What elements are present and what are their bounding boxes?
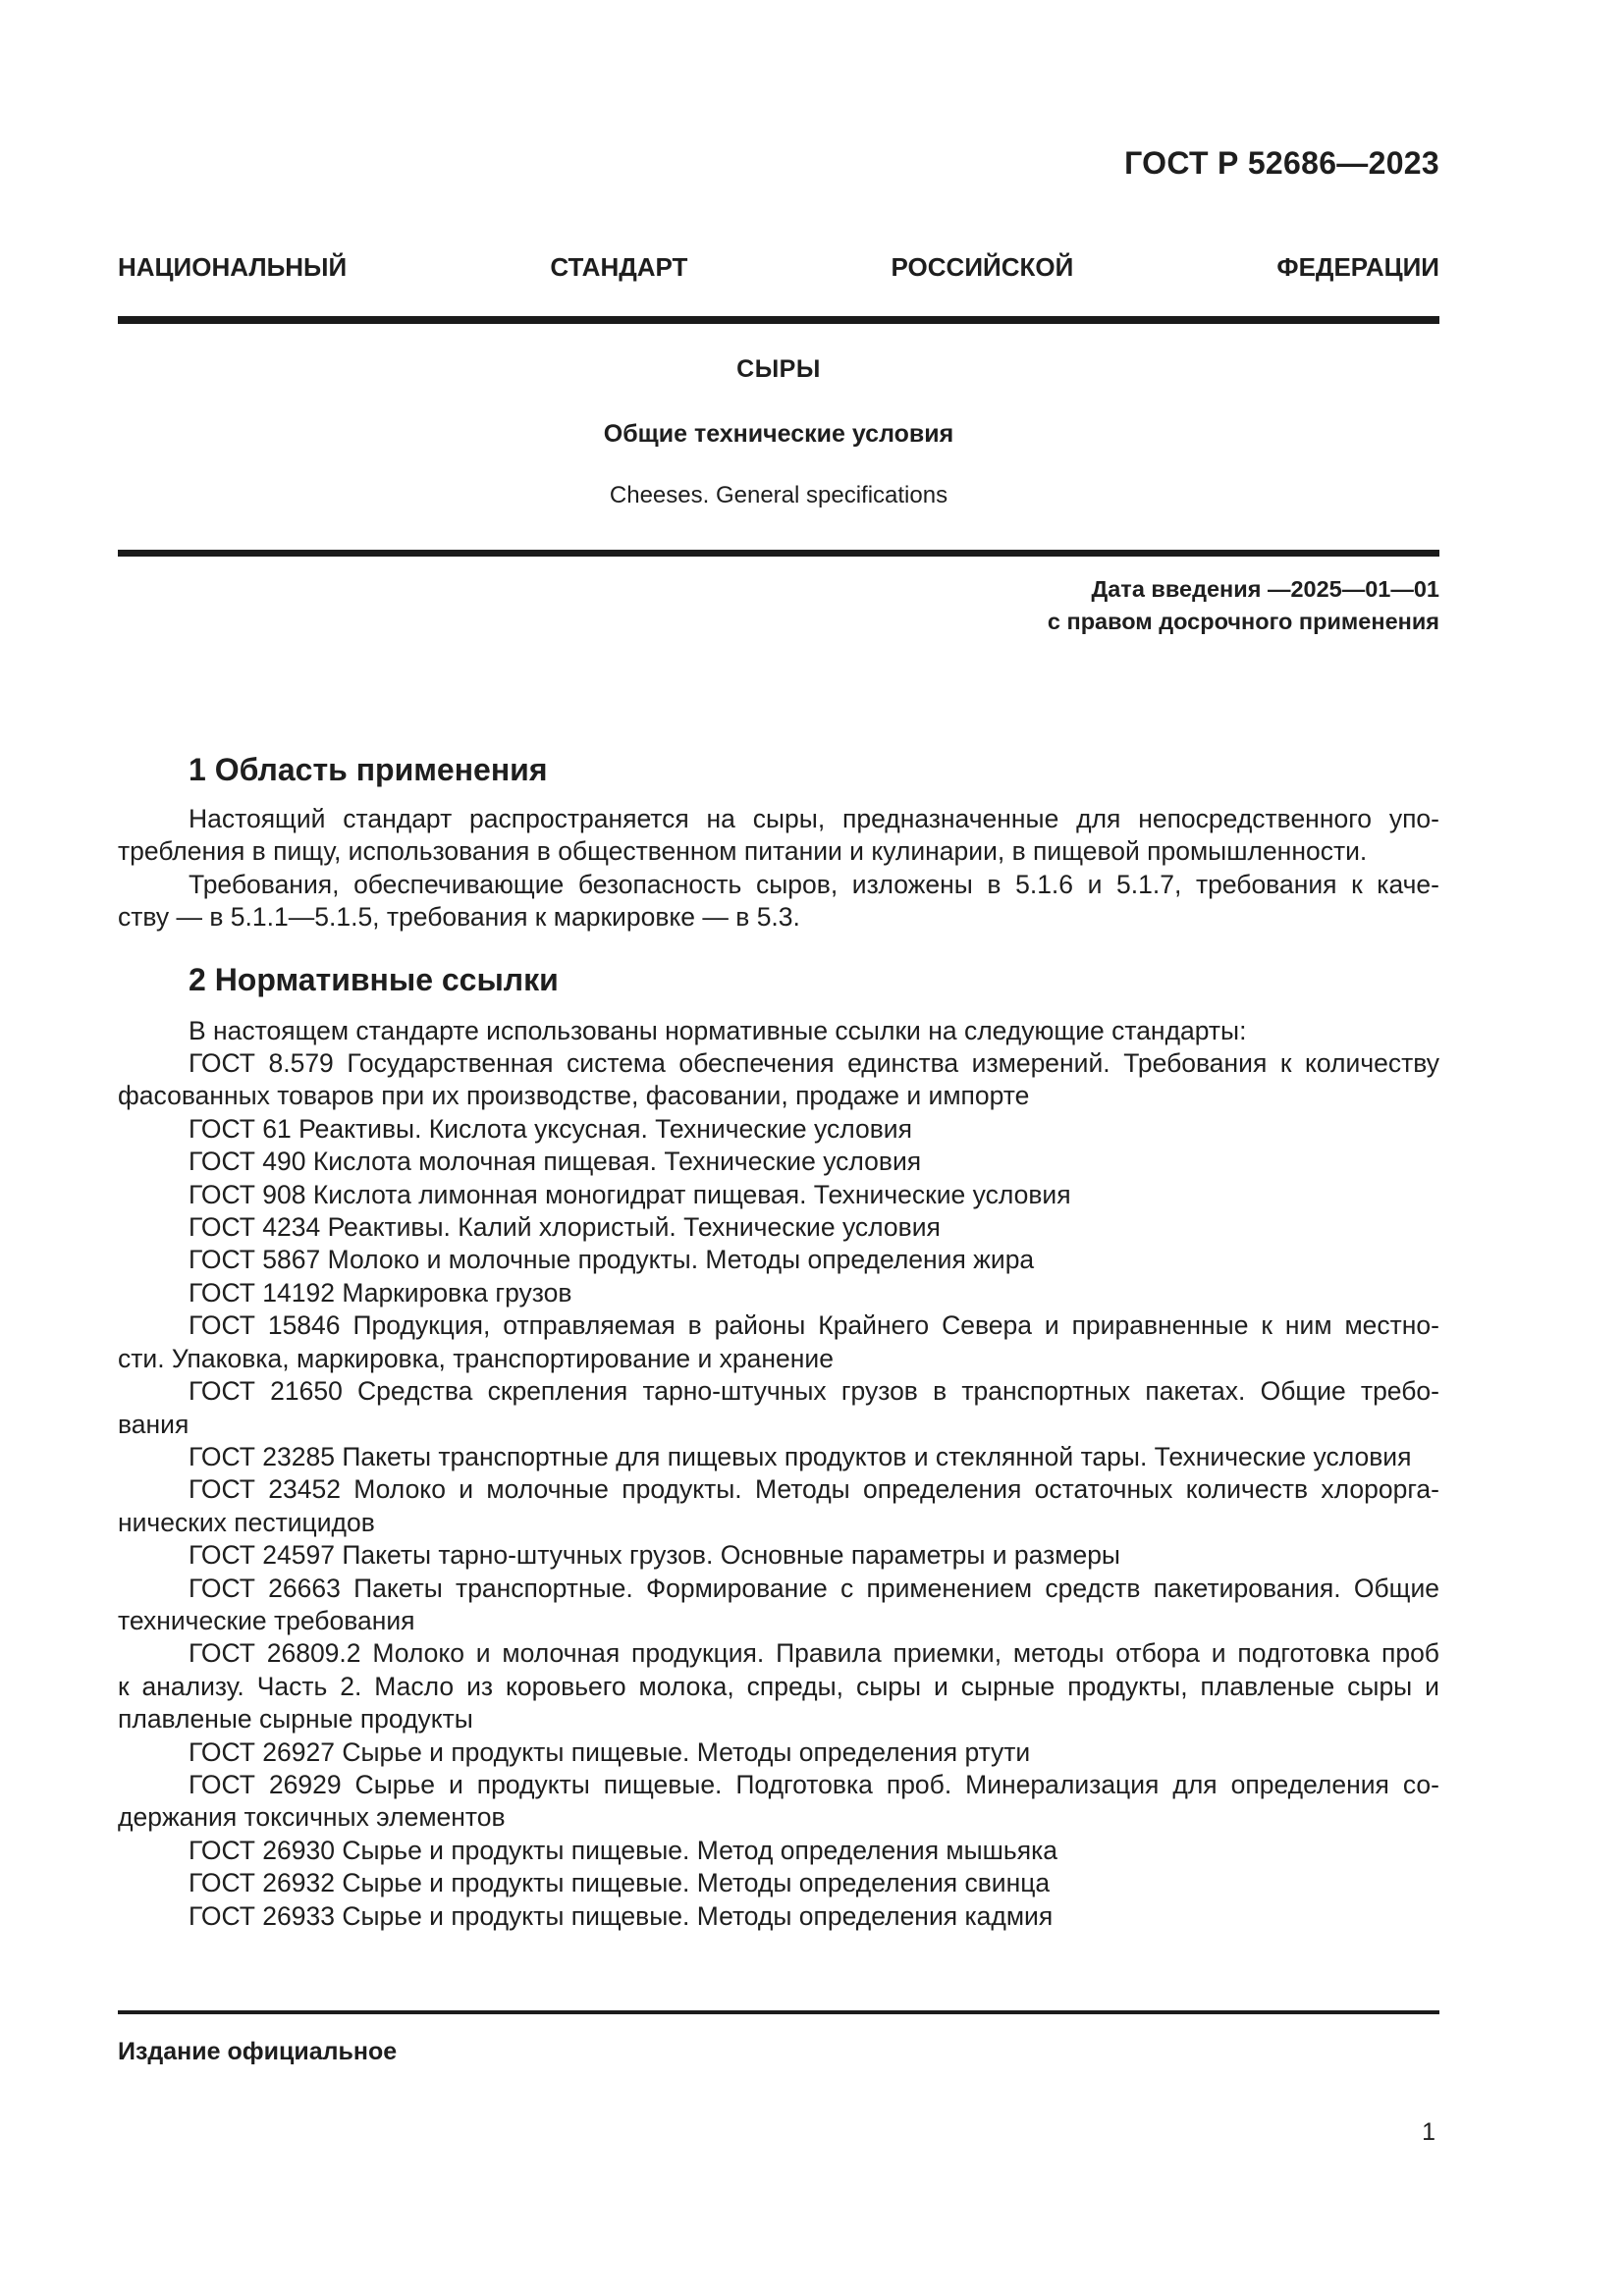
paragraph <box>118 1047 1439 1113</box>
paragraph <box>118 1900 1439 1933</box>
paragraph-line: ГОСТ 26929 Сырье и продукты пищевые. Подготовка проб. Минерализация для определения со- <box>189 1769 1439 1799</box>
paragraph-line: фасованных товаров при их производстве, фасовании, продаже и импорте <box>118 1081 1030 1111</box>
paragraph-line: сти. Упаковка, маркировка, транспортирование и хранение <box>118 1343 834 1373</box>
paragraph-line: технические требования <box>118 1605 415 1635</box>
paragraph <box>118 1441 1439 1473</box>
paragraph-line: ГОСТ 23285 Пакеты транспортные для пищевых продуктов и стеклянной тары. Технические условия <box>189 1441 1412 1471</box>
document-number: ГОСТ Р 52686—2023 <box>1124 145 1439 181</box>
paragraph <box>118 1179 1439 1211</box>
paragraph-line: ГОСТ 61 Реактивы. Кислота уксусная. Технические условия <box>189 1113 912 1144</box>
document-page <box>118 0 1439 2296</box>
paragraph-line: ГОСТ 15846 Продукция, отправляемая в районы Крайнего Севера и приравненные к ним местно- <box>189 1310 1439 1341</box>
paragraph-line: нических пестицидов <box>118 1507 375 1537</box>
paragraph <box>118 1867 1439 1899</box>
national-word: РОССИЙСКОЙ <box>891 252 1074 282</box>
paragraph-line: ству — в 5.1.1—5.1.5, требования к маркировке — в 5.3. <box>118 902 800 933</box>
section-heading-normative-references: 2 Нормативные ссылки <box>189 961 559 997</box>
introduction-date <box>1048 573 1439 638</box>
document-body <box>118 746 1439 1933</box>
paragraph-line: ГОСТ 14192 Маркировка грузов <box>189 1277 572 1308</box>
paragraph-line: ГОСТ 21650 Средства скрепления тарно-штучных грузов в транспортных пакетах. Общие требо- <box>189 1376 1439 1407</box>
paragraph-line: к анализу. Часть 2. Масло из коровьего молока, спреды, сыры и сырные продукты, плавленые сыры и <box>118 1671 1439 1701</box>
paragraph <box>118 1211 1439 1244</box>
paragraph <box>118 1015 1439 1047</box>
paragraph <box>118 869 1439 934</box>
national-word: СТАНДАРТ <box>550 252 688 282</box>
paragraph-line: ГОСТ 26933 Сырье и продукты пищевые. Методы определения кадмия <box>189 1900 1054 1931</box>
footer-rule <box>118 2010 1439 2014</box>
paragraph-line: ГОСТ 26927 Сырье и продукты пищевые. Методы определения ртути <box>189 1736 1031 1767</box>
paragraph-line: ГОСТ 26932 Сырье и продукты пищевые. Методы определения свинца <box>189 1868 1051 1898</box>
paragraph <box>118 1573 1439 1638</box>
paragraph <box>118 1244 1439 1276</box>
document-title: СЫРЫ <box>736 355 821 383</box>
paragraph-line: Требования, обеспечивающие безопасность сыров, изложены в 5.1.6 и 5.1.7, требования к каче- <box>189 869 1439 899</box>
page-number: 1 <box>1422 2118 1435 2146</box>
section-heading-scope: 1 Область применения <box>189 752 548 787</box>
paragraph <box>118 1146 1439 1178</box>
paragraph <box>118 1277 1439 1309</box>
paragraph-line: ГОСТ 4234 Реактивы. Калий хлористый. Технические условия <box>189 1212 941 1243</box>
paragraph-line: ГОСТ 26809.2 Молоко и молочная продукция. Правила приемки, методы отбора и подготовка проб <box>189 1638 1439 1669</box>
paragraph <box>118 1113 1439 1146</box>
early-application-note: с правом досрочного применения <box>1047 609 1439 634</box>
paragraph-line: ГОСТ 26663 Пакеты транспортные. Формирование с применением средств пакетирования. Общие <box>189 1573 1439 1603</box>
paragraph <box>118 1375 1439 1441</box>
national-word: НАЦИОНАЛЬНЫЙ <box>118 252 348 282</box>
top-rule <box>118 316 1439 324</box>
paragraph <box>118 1473 1439 1539</box>
national-word: ФЕДЕРАЦИИ <box>1276 252 1439 282</box>
paragraph-line: вания <box>118 1409 189 1439</box>
section-normative-references-text <box>118 1015 1439 1933</box>
paragraph <box>118 803 1439 869</box>
paragraph-line: держания токсичных элементов <box>118 1802 506 1833</box>
introduction-date-line: Дата введения —2025—01—01 <box>1091 576 1439 602</box>
paragraph-line: ГОСТ 5867 Молоко и молочные продукты. Методы определения жира <box>189 1245 1035 1275</box>
paragraph <box>118 1309 1439 1375</box>
paragraph <box>118 1736 1439 1769</box>
paragraph-line: плавленые сырные продукты <box>118 1704 473 1735</box>
title-rule <box>118 550 1439 557</box>
english-title: Cheeses. General specifications <box>609 482 948 508</box>
paragraph-line: ГОСТ 26930 Сырье и продукты пищевые. Метод определения мышьяка <box>189 1835 1058 1865</box>
paragraph-line: ГОСТ 908 Кислота лимонная моногидрат пищевая. Технические условия <box>189 1179 1071 1209</box>
national-standard-heading <box>118 252 1439 283</box>
paragraph-line: ГОСТ 24597 Пакеты тарно-штучных грузов. Основные параметры и размеры <box>189 1540 1120 1571</box>
paragraph-line: требления в пищу, использования в общественном питании и кулинарии, в пищевой промышленности. <box>118 836 1368 867</box>
official-edition-label: Издание официальное <box>118 2038 398 2065</box>
paragraph-line: Настоящий стандарт распространяется на сыры, предназначенные для непосредственного упо- <box>189 804 1439 833</box>
paragraph-line: ГОСТ 8.579 Государственная система обеспечения единства измерений. Требования к количеству <box>189 1048 1439 1079</box>
paragraph <box>118 1835 1439 1867</box>
paragraph-line: В настоящем стандарте использованы нормативные ссылки на следующие стандарты: <box>189 1015 1247 1045</box>
paragraph <box>118 1637 1439 1735</box>
paragraph <box>118 1769 1439 1835</box>
paragraph-line: ГОСТ 490 Кислота молочная пищевая. Технические условия <box>189 1147 922 1177</box>
paragraph <box>118 1539 1439 1572</box>
section-scope-text <box>118 803 1439 934</box>
paragraph-line: ГОСТ 23452 Молоко и молочные продукты. Методы определения остаточных количеств хлорорга- <box>189 1474 1439 1505</box>
document-subtitle: Общие технические условия <box>603 420 954 448</box>
